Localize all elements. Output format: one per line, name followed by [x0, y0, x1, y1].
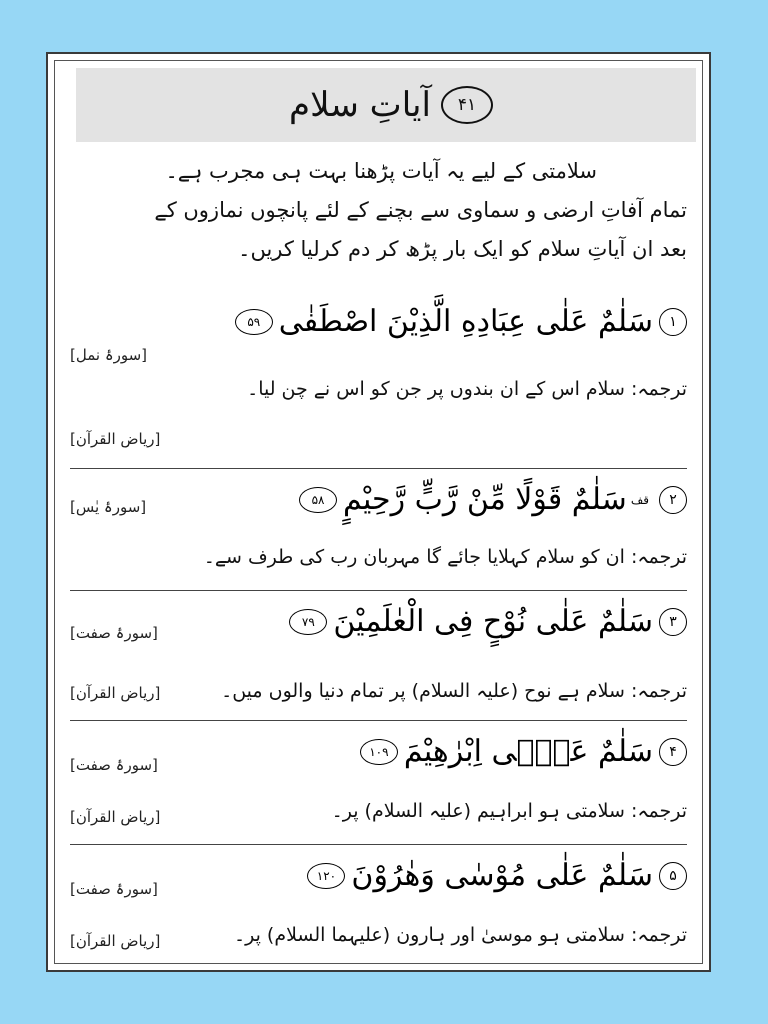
verse-number: ۵: [659, 862, 687, 890]
title-bar: [76, 68, 696, 142]
divider: [70, 720, 687, 721]
intro-line: تمام آفاتِ ارضی و سماوی سے بچنے کے لئے پانچوں نمازوں کے: [154, 198, 687, 222]
source-reference: [ریاض القرآن]: [70, 932, 161, 950]
arabic-verse: [307, 858, 687, 893]
waqf-mark: قف: [630, 492, 649, 507]
intro-line: سلامتی کے لیے یہ آیات پڑھنا بہت ہی مجرب ہے۔: [165, 159, 597, 183]
surah-reference: [سورۂ صفت]: [70, 624, 158, 642]
source-reference: [ریاض القرآن]: [70, 808, 161, 826]
intro-line: بعد ان آیاتِ سلام کو ایک بار پڑھ کر دم کرلیا کریں۔: [238, 237, 687, 261]
verse-number: ۱: [659, 308, 687, 336]
ayah-number: ۷۹: [289, 609, 327, 635]
ayah-number: ۵۸: [299, 487, 337, 513]
surah-reference: [سورۂ یٰس]: [70, 498, 147, 516]
verse-number: ۳: [659, 608, 687, 636]
verse-section-1: [70, 304, 687, 448]
source-reference: [ریاض القرآن]: [70, 684, 161, 702]
arabic-text: سَلٰمٌ قَوْلًا مِّنْ رَّبٍّ رَّحِیْمٍ: [343, 482, 627, 517]
arabic-verse: [360, 734, 687, 769]
verse-section-4: [70, 734, 687, 826]
surah-reference: [سورۂ صفت]: [70, 756, 158, 774]
arabic-verse: [235, 304, 687, 339]
translation: ترجمہ: ان کو سلام کہلایا جائے گا مہربان رب کی طرف سے۔: [203, 546, 687, 568]
verse-number: ۲: [659, 486, 687, 514]
translation: ترجمہ: سلام ہے نوح (علیہ السلام) پر تمام دنیا والوں میں۔: [221, 680, 687, 702]
translation: ترجمہ: سلامتی ہو موسیٰ اور ہارون (علیہما السلام) پر۔: [233, 924, 687, 946]
translation: ترجمہ: سلام اس کے ان بندوں پر جن کو اس نے چن لیا۔: [247, 378, 687, 400]
intro-paragraph: [76, 152, 687, 269]
divider: [70, 468, 687, 469]
arabic-verse: [289, 604, 687, 639]
divider: [70, 590, 687, 591]
translation: ترجمہ: سلامتی ہو ابراہیم (علیہ السلام) پر۔: [331, 800, 687, 822]
arabic-verse: [299, 482, 687, 517]
arabic-text: سَلٰمٌ عَلٰی نُوْحٍ فِی الْعٰلَمِیْنَ: [333, 604, 653, 639]
arabic-text: سَلٰمٌ عَلٰی مُوْسٰی وَهٰرُوْنَ: [351, 858, 653, 893]
page: [46, 52, 711, 972]
verse-number: ۴: [659, 738, 687, 766]
source-reference: [ریاض القرآن]: [70, 430, 161, 448]
arabic-text: سَلٰمٌ عَلٰی عِبَادِهِ الَّذِیْنَ اصْطَفٰی: [278, 304, 653, 339]
ayah-number: ۱۰۹: [360, 739, 398, 765]
surah-reference: [سورۂ صفت]: [70, 880, 158, 898]
ayah-number: ۱۲۰: [307, 863, 345, 889]
chapter-number-badge: ۴۱: [441, 86, 493, 124]
arabic-text: سَلٰمٌ عَلٰۤی اِبْرٰهِیْمَ: [403, 734, 653, 769]
divider: [70, 844, 687, 845]
verse-section-5: [70, 858, 687, 950]
verse-section-3: [70, 604, 687, 702]
page-title: آیاتِ سلام: [289, 85, 431, 125]
surah-reference: [سورۂ نمل]: [70, 346, 148, 364]
ayah-number: ۵۹: [235, 309, 273, 335]
verse-section-2: [70, 482, 687, 568]
